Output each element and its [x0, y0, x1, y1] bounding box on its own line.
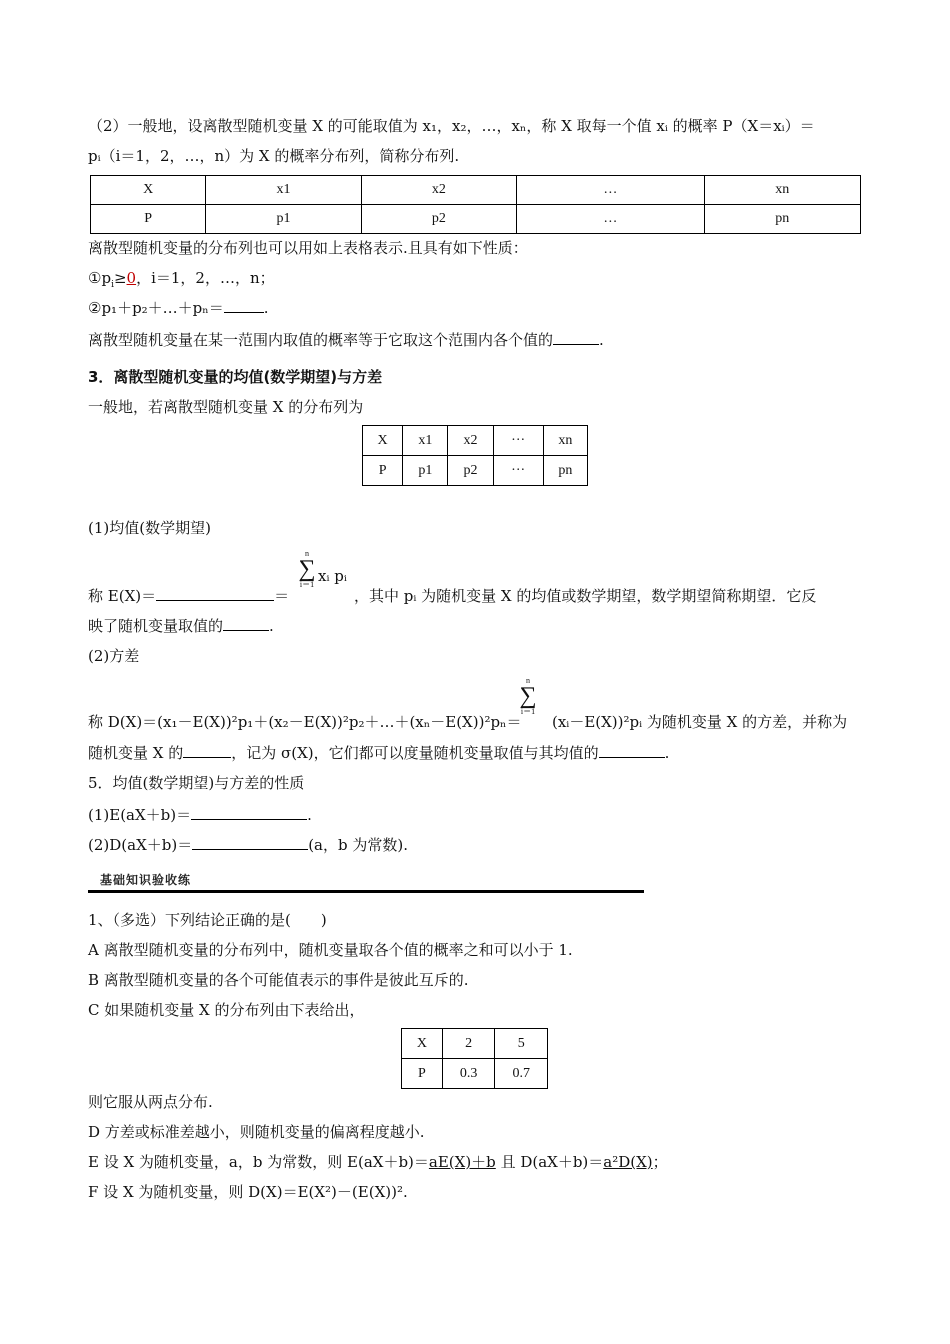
property-1: $①p_i\ge 0$，i＝1，2，…，n； [88, 269, 275, 290]
paragraph-table-desc: 离散型随机变量的分布列也可以用如上表格表示.且具有如下性质： [88, 239, 528, 257]
property-1-zero: 0 [126, 269, 137, 287]
property-1-suffix: ，i＝1，2，…，n； [136, 269, 275, 287]
table-cell: xn [704, 176, 860, 205]
table-cell: … [517, 205, 704, 234]
table-cell: p1 [206, 205, 361, 234]
option-e-middle: 且 D(aX＋b)＝ [495, 1153, 604, 1171]
property-1-geq: ≥ [113, 269, 127, 287]
mean-summation [296, 549, 318, 589]
sigma-icon: ∑ [519, 683, 537, 709]
table-cell: pn [543, 456, 587, 486]
distribution-table [90, 175, 861, 234]
table-cell: xn [543, 426, 587, 456]
mean-equals: ＝ [274, 587, 290, 605]
variance-formula-tail: (xᵢ－E(X))²pᵢ 为随机变量 X 的方差，并称为 [552, 713, 848, 731]
distribution-table-small [362, 425, 588, 486]
mean-explanation: ，其中 pᵢ 为随机变量 X 的均值或数学期望，数学期望简称期望．它反 [354, 587, 817, 605]
variance-summation [516, 676, 540, 716]
property-variance-text: (2)D(aX＋b)＝ [88, 836, 193, 854]
table-cell: … [517, 176, 704, 205]
table-cell: x2 [448, 426, 493, 456]
table-cell: 5 [495, 1029, 548, 1059]
table-cell: X [91, 176, 206, 205]
option-a: A 离散型随机变量的分布列中，随机变量取各个值的概率之和可以小于 1. [88, 941, 573, 959]
period: . [269, 617, 274, 635]
table-cell: ··· [493, 456, 543, 486]
variance-of-x: 随机变量 X 的 [88, 744, 184, 762]
range-probability [88, 330, 604, 350]
fill-blank[interactable] [192, 835, 308, 850]
two-point-table [401, 1028, 548, 1089]
sigma-icon: ∑ [298, 556, 316, 582]
banner-title: 基础知识验收练 [100, 873, 192, 887]
option-e-underlined-1: aE(X)＋b [428, 1153, 496, 1171]
mean-formula [88, 586, 289, 606]
option-e-text: E 设 X 为随机变量，a，b 为常数，则 E(aX＋b)＝ [88, 1153, 429, 1171]
section-3-heading: 3．离散型随机变量的均值(数学期望)与方差 [88, 368, 383, 386]
table-cell: P [402, 1059, 443, 1089]
property-2-text: ②p₁＋p₂＋…＋pₙ＝ [88, 299, 224, 317]
question-stem: 1、（多选）下列结论正确的是( ) [88, 911, 327, 929]
period: . [599, 331, 604, 349]
table-cell: 0.7 [495, 1059, 548, 1089]
sum-lower-limit: i＝1 [520, 707, 536, 716]
sigma-text: ，记为 σ(X)，它们都可以度量随机变量取值与其均值的 [231, 744, 599, 762]
fill-blank[interactable] [183, 743, 231, 758]
fill-blank[interactable] [553, 330, 599, 345]
table-cell: p2 [448, 456, 493, 486]
section-5-heading: 5．均值(数学期望)与方差的性质 [88, 774, 305, 792]
sum-upper-limit: n [305, 549, 309, 558]
fill-blank[interactable] [599, 743, 665, 758]
variance-title: (2)方差 [88, 647, 140, 665]
fill-blank[interactable] [223, 616, 269, 631]
option-e-underlined-2: a²D(X) [603, 1153, 653, 1171]
property-2 [88, 298, 269, 318]
table-cell: x2 [361, 176, 516, 205]
period: . [664, 744, 670, 762]
option-e [88, 1152, 668, 1172]
sum-lower-limit: i＝1 [299, 580, 315, 589]
property-1-prefix: ①p [88, 269, 112, 287]
paragraph-distribution-def-2: pᵢ（i＝1，2，…，n）为 X 的概率分布列，简称分布列. [88, 147, 460, 165]
fill-blank[interactable] [191, 805, 307, 820]
property-mean [88, 805, 312, 825]
property-mean-text: (1)E(aX＋b)＝ [88, 806, 192, 824]
table-cell: P [363, 456, 403, 486]
mean-prefix: 称 E(X)＝ [88, 587, 157, 605]
table-cell: X [363, 426, 403, 456]
option-c-tail: 则它服从两点分布. [88, 1093, 213, 1111]
fill-blank[interactable] [224, 298, 264, 313]
section-3-intro: 一般地，若离散型随机变量 X 的分布列为 [88, 398, 364, 416]
banner-divider [88, 890, 644, 893]
table-cell: x1 [403, 426, 448, 456]
period: . [307, 806, 312, 824]
table-cell: 0.3 [442, 1059, 495, 1089]
std-deviation-line [88, 743, 669, 763]
table-cell: 2 [442, 1029, 495, 1059]
section-banner [88, 868, 644, 894]
mean-reflects [88, 616, 274, 636]
table-cell: P [91, 205, 206, 234]
property-variance [88, 835, 408, 855]
property-variance-tail: (a，b 为常数). [308, 836, 408, 854]
option-d: D 方差或标准差越小，则随机变量的偏离程度越小. [88, 1123, 425, 1141]
table-cell: x1 [206, 176, 361, 205]
fill-blank[interactable] [156, 586, 274, 601]
table-cell: pn [704, 205, 860, 234]
table-cell: X [402, 1029, 443, 1059]
table-cell: ··· [493, 426, 543, 456]
option-c: C 如果随机变量 X 的分布列由下表给出， [88, 1001, 365, 1019]
range-text: 离散型随机变量在某一范围内取值的概率等于它取这个范围内各个值的 [88, 331, 554, 349]
option-b: B 离散型随机变量的各个可能值表示的事件是彼此互斥的. [88, 971, 469, 989]
paragraph-distribution-def-1: （2）一般地，设离散型随机变量 X 的可能取值为 x₁，x₂，…，xₙ，称 X 取每一个值 xᵢ 的概率 P（X＝xᵢ）＝ [88, 117, 815, 135]
sum-upper-limit: n [526, 676, 530, 685]
mean-term: xᵢ pᵢ [318, 567, 347, 585]
option-f: F 设 X 为随机变量，则 D(X)＝E(X²)－(E(X))². [88, 1183, 408, 1201]
option-e-end: ； [652, 1153, 668, 1171]
period: . [263, 299, 269, 317]
table-cell: p1 [403, 456, 448, 486]
mean-title: (1)均值(数学期望) [88, 519, 211, 537]
mean-reflects-text: 映了随机变量取值的 [88, 617, 224, 635]
table-cell: p2 [361, 205, 516, 234]
variance-formula: 称 D(X)＝(x₁－E(X))²p₁＋(x₂－E(X))²p₂＋…＋(xₙ－E(X))²pₙ＝ [88, 713, 522, 731]
